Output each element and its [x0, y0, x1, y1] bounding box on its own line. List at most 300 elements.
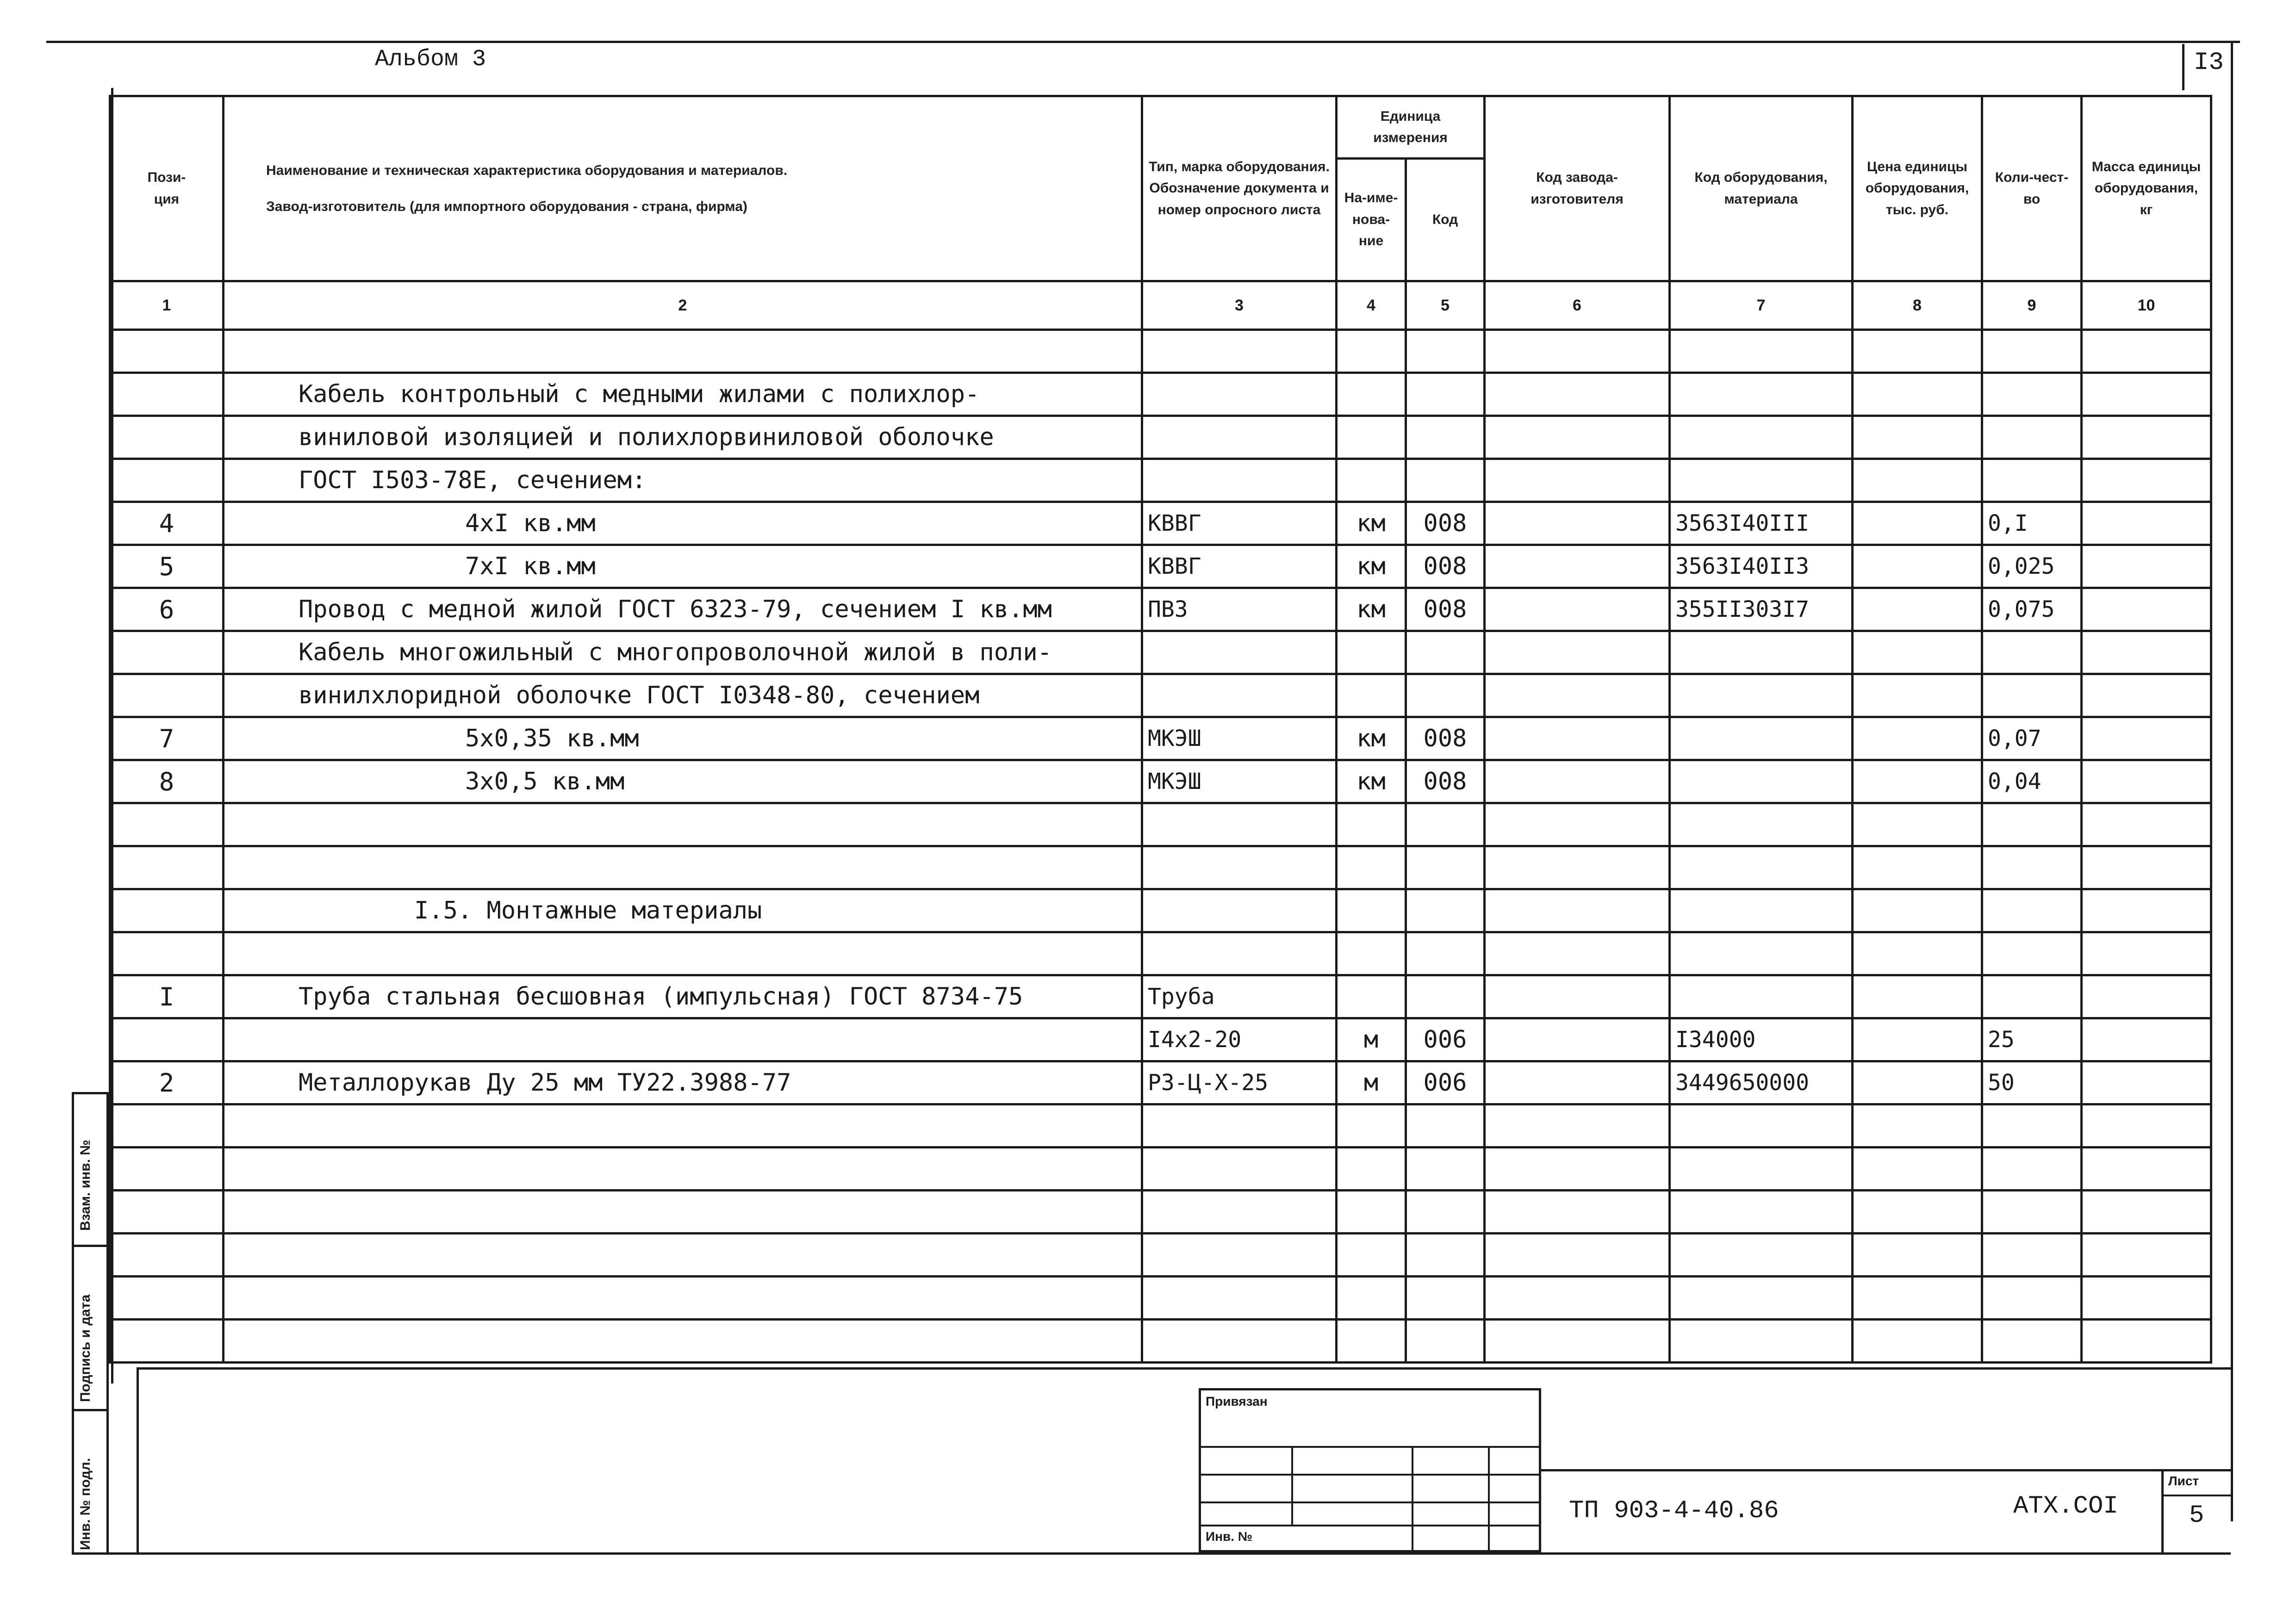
row-unit-code: [1406, 416, 1485, 459]
row-mass: [2082, 373, 2211, 416]
privyazan-label: Привязан: [1206, 1394, 1268, 1408]
table-row: [110, 1191, 2211, 1234]
row-unit-code: [1406, 932, 1485, 975]
row-position: [110, 803, 224, 846]
stamp-vline: [1488, 1446, 1490, 1552]
row-mass: [2082, 932, 2211, 975]
row-quantity: [1982, 1104, 2082, 1148]
col-number: 8: [1853, 281, 1982, 330]
row-position: [110, 416, 224, 459]
row-quantity: [1982, 1148, 2082, 1191]
col-number: 1: [110, 281, 224, 330]
row-unit: км: [1337, 502, 1406, 545]
row-unit-code: [1406, 1320, 1485, 1363]
row-unit: [1337, 1277, 1406, 1320]
row-material-code: [1670, 1234, 1853, 1277]
sidebar-label-podpis: [78, 1294, 185, 1418]
table-row: [110, 760, 2211, 803]
row-name: 5x0,35 кв.мм: [224, 717, 1142, 760]
frame-right-line: [2231, 41, 2233, 1521]
row-quantity: [1982, 846, 2082, 889]
row-name: 3x0,5 кв.мм: [224, 760, 1142, 803]
row-name: [224, 1277, 1142, 1320]
row-price: [1853, 588, 1982, 631]
row-name: I.5. Монтажные материалы: [224, 889, 1142, 932]
titleblock-sheet-mid: [2161, 1495, 2231, 1496]
row-mass: [2082, 1018, 2211, 1061]
row-unit: [1337, 932, 1406, 975]
row-plant-code: [1485, 975, 1670, 1018]
table-row: [110, 674, 2211, 717]
row-position: [110, 1104, 224, 1148]
row-mass: [2082, 846, 2211, 889]
table-row: [110, 631, 2211, 674]
row-material-code: [1670, 416, 1853, 459]
table-row: [110, 330, 2211, 373]
row-mass: [2082, 1277, 2211, 1320]
row-material-code: [1670, 1320, 1853, 1363]
row-type: МКЭШ: [1142, 760, 1337, 803]
row-mass: [2082, 416, 2211, 459]
row-type: МКЭШ: [1142, 717, 1337, 760]
row-mass: [2082, 588, 2211, 631]
row-material-code: [1670, 760, 1853, 803]
col-number: 2: [224, 281, 1142, 330]
table-row: [110, 1061, 2211, 1104]
row-material-code: [1670, 803, 1853, 846]
col-header-unit-name: На-име-нова-ние: [1337, 159, 1406, 281]
row-price: [1853, 1061, 1982, 1104]
row-unit: [1337, 803, 1406, 846]
row-unit-code: [1406, 889, 1485, 932]
row-mass: [2082, 545, 2211, 588]
row-position: [110, 674, 224, 717]
specification-table: [109, 95, 2212, 1364]
table-row: [110, 502, 2211, 545]
row-type: ПВ3: [1142, 588, 1337, 631]
row-material-code: [1670, 846, 1853, 889]
col-number: 5: [1406, 281, 1485, 330]
row-price: [1853, 1191, 1982, 1234]
titleblock-sheet-left: [2161, 1469, 2164, 1552]
row-plant-code: [1485, 803, 1670, 846]
col-header-material-code: Код оборудования, материала: [1670, 96, 1853, 281]
row-position: [110, 846, 224, 889]
row-material-code: 3449650000: [1670, 1061, 1853, 1104]
sidebar-text-podpis: Подпись и дата: [78, 1294, 93, 1402]
row-unit: [1337, 631, 1406, 674]
row-type: КВВГ: [1142, 502, 1337, 545]
row-quantity: [1982, 975, 2082, 1018]
row-mass: [2082, 1104, 2211, 1148]
row-material-code: 3563I40II3: [1670, 545, 1853, 588]
row-position: I: [110, 975, 224, 1018]
row-plant-code: [1485, 1320, 1670, 1363]
row-unit: км: [1337, 588, 1406, 631]
row-position: 8: [110, 760, 224, 803]
row-mass: [2082, 330, 2211, 373]
row-unit: км: [1337, 760, 1406, 803]
row-price: [1853, 459, 1982, 502]
table-row: [110, 717, 2211, 760]
row-name: [224, 1148, 1142, 1191]
row-unit: [1337, 975, 1406, 1018]
row-quantity: [1982, 373, 2082, 416]
row-unit-code: 006: [1406, 1061, 1485, 1104]
row-price: [1853, 846, 1982, 889]
row-mass: [2082, 1320, 2211, 1363]
row-mass: [2082, 459, 2211, 502]
row-plant-code: [1485, 1061, 1670, 1104]
row-mass: [2082, 1148, 2211, 1191]
col-header-price: Цена единицы оборудования, тыс. руб.: [1853, 96, 1982, 281]
row-plant-code: [1485, 1104, 1670, 1148]
row-type: [1142, 1148, 1337, 1191]
row-price: [1853, 1018, 1982, 1061]
row-name: Труба стальная бесшовная (импульсная) ГОСТ 8734-75: [224, 975, 1142, 1018]
row-name: ГОСТ I503-78Е, сечением:: [224, 459, 1142, 502]
row-plant-code: [1485, 545, 1670, 588]
row-name: винилхлоридной оболочке ГОСТ I0348-80, сечением: [224, 674, 1142, 717]
row-plant-code: [1485, 1234, 1670, 1277]
row-unit-code: [1406, 975, 1485, 1018]
row-price: [1853, 889, 1982, 932]
row-unit: км: [1337, 717, 1406, 760]
row-position: [110, 459, 224, 502]
row-type: [1142, 631, 1337, 674]
row-plant-code: [1485, 846, 1670, 889]
row-plant-code: [1485, 502, 1670, 545]
row-position: [110, 1148, 224, 1191]
row-position: [110, 932, 224, 975]
sidebar-label-vzam: [78, 1140, 169, 1247]
sidebar-divider-1: [72, 1092, 109, 1094]
row-quantity: [1982, 803, 2082, 846]
row-quantity: [1982, 1234, 2082, 1277]
col-header-mass: Масса единицы оборудования, кг: [2082, 96, 2211, 281]
row-mass: [2082, 1234, 2211, 1277]
row-price: [1853, 330, 1982, 373]
row-quantity: 0,07: [1982, 717, 2082, 760]
row-mass: [2082, 1061, 2211, 1104]
row-price: [1853, 1320, 1982, 1363]
row-position: 4: [110, 502, 224, 545]
row-quantity: 0,075: [1982, 588, 2082, 631]
row-name: [224, 932, 1142, 975]
table-row: [110, 588, 2211, 631]
bottom-area-left-line: [137, 1367, 139, 1555]
table-row: [110, 1104, 2211, 1148]
row-price: [1853, 1148, 1982, 1191]
row-plant-code: [1485, 373, 1670, 416]
row-name: [224, 803, 1142, 846]
row-name: [224, 1234, 1142, 1277]
row-unit-code: 006: [1406, 1018, 1485, 1061]
row-unit-code: [1406, 1277, 1485, 1320]
row-mass: [2082, 760, 2211, 803]
row-unit: м: [1337, 1018, 1406, 1061]
row-unit-code: 008: [1406, 717, 1485, 760]
row-material-code: [1670, 932, 1853, 975]
row-unit: [1337, 1104, 1406, 1148]
row-price: [1853, 1104, 1982, 1148]
table-row: [110, 932, 2211, 975]
row-position: [110, 330, 224, 373]
row-mass: [2082, 674, 2211, 717]
row-mass: [2082, 717, 2211, 760]
row-unit-code: 008: [1406, 588, 1485, 631]
row-unit-code: [1406, 1191, 1485, 1234]
row-mass: [2082, 889, 2211, 932]
row-name: 7xI кв.мм: [224, 545, 1142, 588]
col-number: 3: [1142, 281, 1337, 330]
row-plant-code: [1485, 1148, 1670, 1191]
row-position: 2: [110, 1061, 224, 1104]
row-unit-code: 008: [1406, 502, 1485, 545]
col-header-type: Тип, марка оборудования. Обозначение документа и номер опросного листа: [1142, 96, 1337, 281]
table-row: [110, 889, 2211, 932]
row-unit: м: [1337, 1061, 1406, 1104]
row-unit: [1337, 1148, 1406, 1191]
row-material-code: [1670, 1104, 1853, 1148]
col-header-unit-group: Единица измерения: [1337, 96, 1485, 159]
row-position: 7: [110, 717, 224, 760]
row-unit-code: 008: [1406, 545, 1485, 588]
row-position: [110, 889, 224, 932]
row-price: [1853, 373, 1982, 416]
row-type: [1142, 889, 1337, 932]
row-type: КВВГ: [1142, 545, 1337, 588]
row-unit-code: [1406, 373, 1485, 416]
row-position: 6: [110, 588, 224, 631]
row-unit: [1337, 1191, 1406, 1234]
row-price: [1853, 631, 1982, 674]
frame-sheetbox-left: [2182, 44, 2184, 90]
row-unit: [1337, 674, 1406, 717]
row-mass: [2082, 1191, 2211, 1234]
row-type: [1142, 674, 1337, 717]
frame-top-line: [46, 41, 2240, 43]
row-plant-code: [1485, 760, 1670, 803]
row-unit: [1337, 416, 1406, 459]
row-type: [1142, 1277, 1337, 1320]
row-price: [1853, 760, 1982, 803]
row-mass: [2082, 631, 2211, 674]
row-unit-code: [1406, 631, 1485, 674]
row-position: [110, 1018, 224, 1061]
row-price: [1853, 502, 1982, 545]
row-unit: [1337, 1320, 1406, 1363]
col-number: 10: [2082, 281, 2211, 330]
row-name: [224, 1018, 1142, 1061]
row-quantity: 0,I: [1982, 502, 2082, 545]
album-label: Альбом 3: [375, 46, 486, 73]
col-header-position: Пози- ция: [110, 96, 224, 281]
table-row: [110, 1277, 2211, 1320]
row-plant-code: [1485, 1191, 1670, 1234]
row-material-code: [1670, 1277, 1853, 1320]
row-type: [1142, 373, 1337, 416]
row-position: [110, 1277, 224, 1320]
row-quantity: [1982, 459, 2082, 502]
row-plant-code: [1485, 1018, 1670, 1061]
row-plant-code: [1485, 932, 1670, 975]
row-type: [1142, 1191, 1337, 1234]
row-material-code: [1670, 459, 1853, 502]
row-material-code: I34000: [1670, 1018, 1853, 1061]
col-header-plant-code: Код завода-изготовителя: [1485, 96, 1670, 281]
row-price: [1853, 674, 1982, 717]
row-name: [224, 1191, 1142, 1234]
inv-label: Инв. №: [1206, 1529, 1253, 1544]
row-quantity: 25: [1982, 1018, 2082, 1061]
row-price: [1853, 803, 1982, 846]
document-mark: АТХ.COI: [2013, 1492, 2118, 1520]
sidebar-text-vzam: Взам. инв. №: [78, 1140, 93, 1231]
row-mass: [2082, 975, 2211, 1018]
stamp-vline: [1412, 1446, 1413, 1552]
col-header-name: Наименование и техническая характеристика оборудования и материалов. Завод-изготовитель (для импортного оборудования - страна, фирма): [224, 96, 1142, 281]
row-unit-code: 008: [1406, 760, 1485, 803]
row-material-code: [1670, 674, 1853, 717]
row-quantity: [1982, 631, 2082, 674]
table-row: [110, 1234, 2211, 1277]
column-number-row: [110, 281, 2211, 330]
row-price: [1853, 1277, 1982, 1320]
row-type: [1142, 1234, 1337, 1277]
col-number: 9: [1982, 281, 2082, 330]
row-plant-code: [1485, 416, 1670, 459]
table-row: [110, 1018, 2211, 1061]
row-type: [1142, 459, 1337, 502]
row-type: [1142, 416, 1337, 459]
row-unit-code: [1406, 846, 1485, 889]
row-name: виниловой изоляцией и полихлорвиниловой оболочке: [224, 416, 1142, 459]
row-material-code: 3563I40III: [1670, 502, 1853, 545]
row-material-code: [1670, 975, 1853, 1018]
row-quantity: [1982, 932, 2082, 975]
row-unit-code: [1406, 1234, 1485, 1277]
row-name: Провод с медной жилой ГОСТ 6323-79, сечением I кв.мм: [224, 588, 1142, 631]
table-row: [110, 803, 2211, 846]
row-type: [1142, 330, 1337, 373]
row-material-code: [1670, 889, 1853, 932]
col-number: 7: [1670, 281, 1853, 330]
row-type: [1142, 1104, 1337, 1148]
document-code: ТП 903-4-40.86: [1569, 1497, 1779, 1525]
row-unit-code: [1406, 1148, 1485, 1191]
col-number: 4: [1337, 281, 1406, 330]
stamp-vline: [1291, 1446, 1293, 1525]
row-name: [224, 1104, 1142, 1148]
row-type: [1142, 846, 1337, 889]
row-material-code: [1670, 1191, 1853, 1234]
row-mass: [2082, 803, 2211, 846]
row-plant-code: [1485, 631, 1670, 674]
row-quantity: [1982, 1277, 2082, 1320]
privyazan-stamp: [1199, 1388, 1541, 1552]
row-unit: [1337, 459, 1406, 502]
row-plant-code: [1485, 1277, 1670, 1320]
row-name: 4xI кв.мм: [224, 502, 1142, 545]
row-quantity: [1982, 416, 2082, 459]
row-unit-code: [1406, 803, 1485, 846]
row-type: [1142, 932, 1337, 975]
sheet-label: Лист: [2168, 1474, 2199, 1488]
row-unit: [1337, 846, 1406, 889]
row-mass: [2082, 502, 2211, 545]
row-material-code: [1670, 1148, 1853, 1191]
col-header-unit-code: Код: [1406, 159, 1485, 281]
row-material-code: [1670, 717, 1853, 760]
row-price: [1853, 975, 1982, 1018]
row-material-code: [1670, 330, 1853, 373]
table-row: [110, 1148, 2211, 1191]
table-row: [110, 373, 2211, 416]
row-unit-code: [1406, 459, 1485, 502]
row-material-code: 355II303I7: [1670, 588, 1853, 631]
row-quantity: [1982, 889, 2082, 932]
row-price: [1853, 1234, 1982, 1277]
table-row: [110, 416, 2211, 459]
row-plant-code: [1485, 330, 1670, 373]
table-row: [110, 975, 2211, 1018]
sheet-number: 5: [2189, 1501, 2204, 1530]
table-row: [110, 545, 2211, 588]
row-quantity: 0,025: [1982, 545, 2082, 588]
row-name: Металлорукав Ду 25 мм ТУ22.3988-77: [224, 1061, 1142, 1104]
frame-bottom-line: [72, 1552, 2231, 1555]
sidebar-frame-left: [72, 1092, 74, 1555]
row-unit: [1337, 373, 1406, 416]
row-plant-code: [1485, 459, 1670, 502]
row-price: [1853, 717, 1982, 760]
sidebar-frame-mid: [106, 1092, 109, 1555]
row-type: Р3-Ц-Х-25: [1142, 1061, 1337, 1104]
row-unit: [1337, 330, 1406, 373]
row-position: [110, 1191, 224, 1234]
row-plant-code: [1485, 717, 1670, 760]
row-unit-code: [1406, 330, 1485, 373]
row-unit-code: [1406, 674, 1485, 717]
bottom-area-top-line: [137, 1367, 2231, 1370]
row-quantity: [1982, 674, 2082, 717]
row-name: [224, 846, 1142, 889]
row-name: [224, 330, 1142, 373]
row-price: [1853, 416, 1982, 459]
row-unit: км: [1337, 545, 1406, 588]
col-number: 6: [1485, 281, 1670, 330]
row-position: [110, 373, 224, 416]
row-quantity: [1982, 1320, 2082, 1363]
row-type: [1142, 803, 1337, 846]
row-type: Труба: [1142, 975, 1337, 1018]
row-quantity: 0,04: [1982, 760, 2082, 803]
row-type: [1142, 1320, 1337, 1363]
titleblock-top: [1541, 1469, 2231, 1471]
row-material-code: [1670, 373, 1853, 416]
row-quantity: [1982, 330, 2082, 373]
row-unit: [1337, 889, 1406, 932]
sidebar-label-inv: [78, 1458, 170, 1566]
row-price: [1853, 545, 1982, 588]
row-position: [110, 631, 224, 674]
row-type: I4x2-20: [1142, 1018, 1337, 1061]
row-quantity: 50: [1982, 1061, 2082, 1104]
row-price: [1853, 932, 1982, 975]
row-unit-code: [1406, 1104, 1485, 1148]
row-plant-code: [1485, 674, 1670, 717]
